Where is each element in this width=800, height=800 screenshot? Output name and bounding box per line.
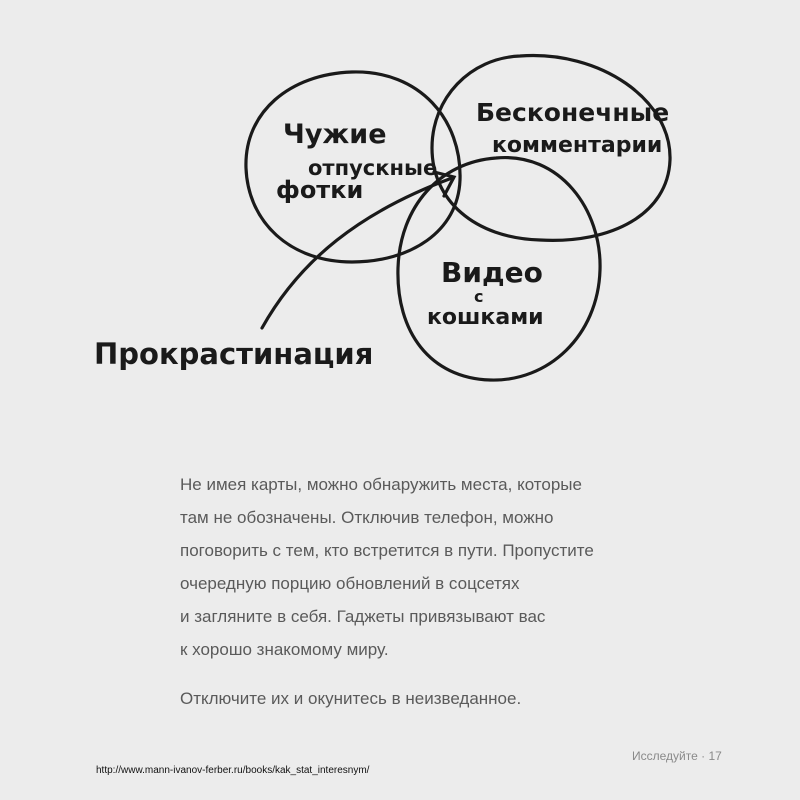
body-line: очередную порцию обновлений в соцсетях <box>180 574 520 593</box>
label-line: Видео <box>441 256 543 289</box>
body-line: там не обозначены. Отключив телефон, можно <box>180 508 554 527</box>
label-line: фотки <box>276 176 364 204</box>
body-line: Не имея карты, можно обнаружить места, которые <box>180 475 582 494</box>
label-line: Чужие <box>283 119 387 150</box>
label-line: комментарии <box>492 133 663 158</box>
label-line: кошками <box>427 305 544 330</box>
source-url: http://www.mann-ivanov-ferber.ru/books/kak_stat_interesnym/ <box>96 765 370 776</box>
body-line: поговорить с тем, кто встретится в пути. Пропустите <box>180 541 594 560</box>
label-line: отпускные <box>308 156 438 180</box>
label-procrastination: Прокрастинация <box>94 337 374 371</box>
body-line: к хорошо знакомому миру. <box>180 640 389 659</box>
label-endless-comments <box>476 98 675 158</box>
label-line: Бесконечные <box>476 98 670 127</box>
label-line: с <box>474 287 484 306</box>
closing-line: Отключите их и окунитесь в неизведанное. <box>180 689 522 708</box>
body-paragraph <box>180 468 620 666</box>
label-cat-videos <box>427 256 548 330</box>
body-line: и загляните в себя. Гаджеты привязывают вас <box>180 607 546 626</box>
page-number: Исследуйте · 17 <box>632 749 722 763</box>
body-text <box>180 468 620 715</box>
